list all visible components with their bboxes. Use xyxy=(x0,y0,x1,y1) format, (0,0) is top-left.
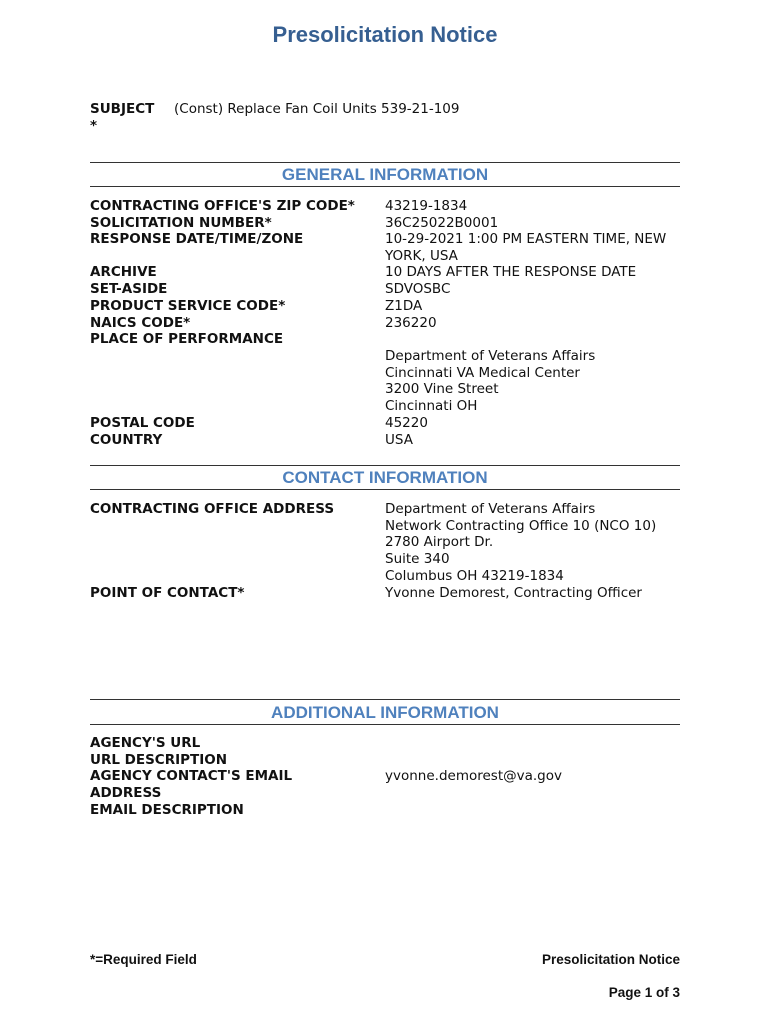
url-description-label: URL DESCRIPTION xyxy=(90,752,228,768)
product-service-code-label: PRODUCT SERVICE CODE* xyxy=(90,298,286,314)
contracting-office-address-line: Suite 340 xyxy=(385,551,450,567)
response-date-label: RESPONSE DATE/TIME/ZONE xyxy=(90,231,304,247)
section-divider-bottom xyxy=(90,186,680,187)
agency-contact-email-label-line-1: AGENCY CONTACT'S EMAIL xyxy=(90,768,293,784)
archive-label: ARCHIVE xyxy=(90,264,157,280)
subject-label xyxy=(90,101,160,135)
contracting-office-address-line: Columbus OH 43219-1834 xyxy=(385,568,564,584)
email-description-label: EMAIL DESCRIPTION xyxy=(90,802,244,818)
additional-information-heading: ADDITIONAL INFORMATION xyxy=(271,703,499,722)
point-of-contact-value: Yvonne Demorest, Contracting Officer xyxy=(385,585,642,601)
contact-information-heading: CONTACT INFORMATION xyxy=(282,468,488,487)
place-of-performance-line: Department of Veterans Affairs xyxy=(385,348,596,364)
set-aside-value: SDVOSBC xyxy=(385,281,451,297)
naics-code-label: NAICS CODE* xyxy=(90,315,191,331)
zip-code-value: 43219-1834 xyxy=(385,198,468,214)
response-date-value-line-2: YORK, USA xyxy=(385,248,458,264)
place-of-performance-line: Cincinnati VA Medical Center xyxy=(385,365,580,381)
postal-code-label: POSTAL CODE xyxy=(90,415,195,431)
subject-value: (Const) Replace Fan Coil Units 539-21-109 xyxy=(174,101,460,117)
page-number: Page 1 of 3 xyxy=(608,985,680,1000)
place-of-performance-line: 3200 Vine Street xyxy=(385,381,499,397)
naics-code-value: 236220 xyxy=(385,315,437,331)
product-service-code-value: Z1DA xyxy=(385,298,423,314)
section-divider-bottom xyxy=(90,489,680,490)
section-divider-top xyxy=(90,465,680,466)
solicitation-number-value: 36C25022B0001 xyxy=(385,215,499,231)
agency-contact-email-label-line-2: ADDRESS xyxy=(90,785,162,801)
required-field-note: *=Required Field xyxy=(90,952,197,967)
response-date-value-line-1: 10-29-2021 1:00 PM EASTERN TIME, NEW xyxy=(385,231,667,247)
subject-label-text: SUBJECT xyxy=(90,101,155,117)
section-divider-bottom xyxy=(90,724,680,725)
contracting-office-address-label: CONTRACTING OFFICE ADDRESS xyxy=(90,501,335,517)
country-value: USA xyxy=(385,432,413,448)
postal-code-value: 45220 xyxy=(385,415,428,431)
contracting-office-address-line: Department of Veterans Affairs xyxy=(385,501,596,517)
place-of-performance-label: PLACE OF PERFORMANCE xyxy=(90,331,284,347)
agency-url-label: AGENCY'S URL xyxy=(90,735,201,751)
zip-code-label: CONTRACTING OFFICE'S ZIP CODE* xyxy=(90,198,355,214)
solicitation-number-label: SOLICITATION NUMBER* xyxy=(90,215,272,231)
country-label: COUNTRY xyxy=(90,432,163,448)
section-divider-top xyxy=(90,162,680,163)
archive-value: 10 DAYS AFTER THE RESPONSE DATE xyxy=(385,264,637,280)
contracting-office-address-line: 2780 Airport Dr. xyxy=(385,534,494,550)
contracting-office-address-line: Network Contracting Office 10 (NCO 10) xyxy=(385,518,657,534)
page-title: Presolicitation Notice xyxy=(272,22,498,47)
general-information-heading: GENERAL INFORMATION xyxy=(281,165,489,184)
place-of-performance-line: Cincinnati OH xyxy=(385,398,478,414)
set-aside-label: SET-ASIDE xyxy=(90,281,168,297)
agency-contact-email-value: yvonne.demorest@va.gov xyxy=(385,768,562,784)
point-of-contact-label: POINT OF CONTACT* xyxy=(90,585,245,601)
subject-required-mark: * xyxy=(90,118,98,134)
footer-document-name: Presolicitation Notice xyxy=(541,952,680,967)
section-divider-top xyxy=(90,699,680,700)
